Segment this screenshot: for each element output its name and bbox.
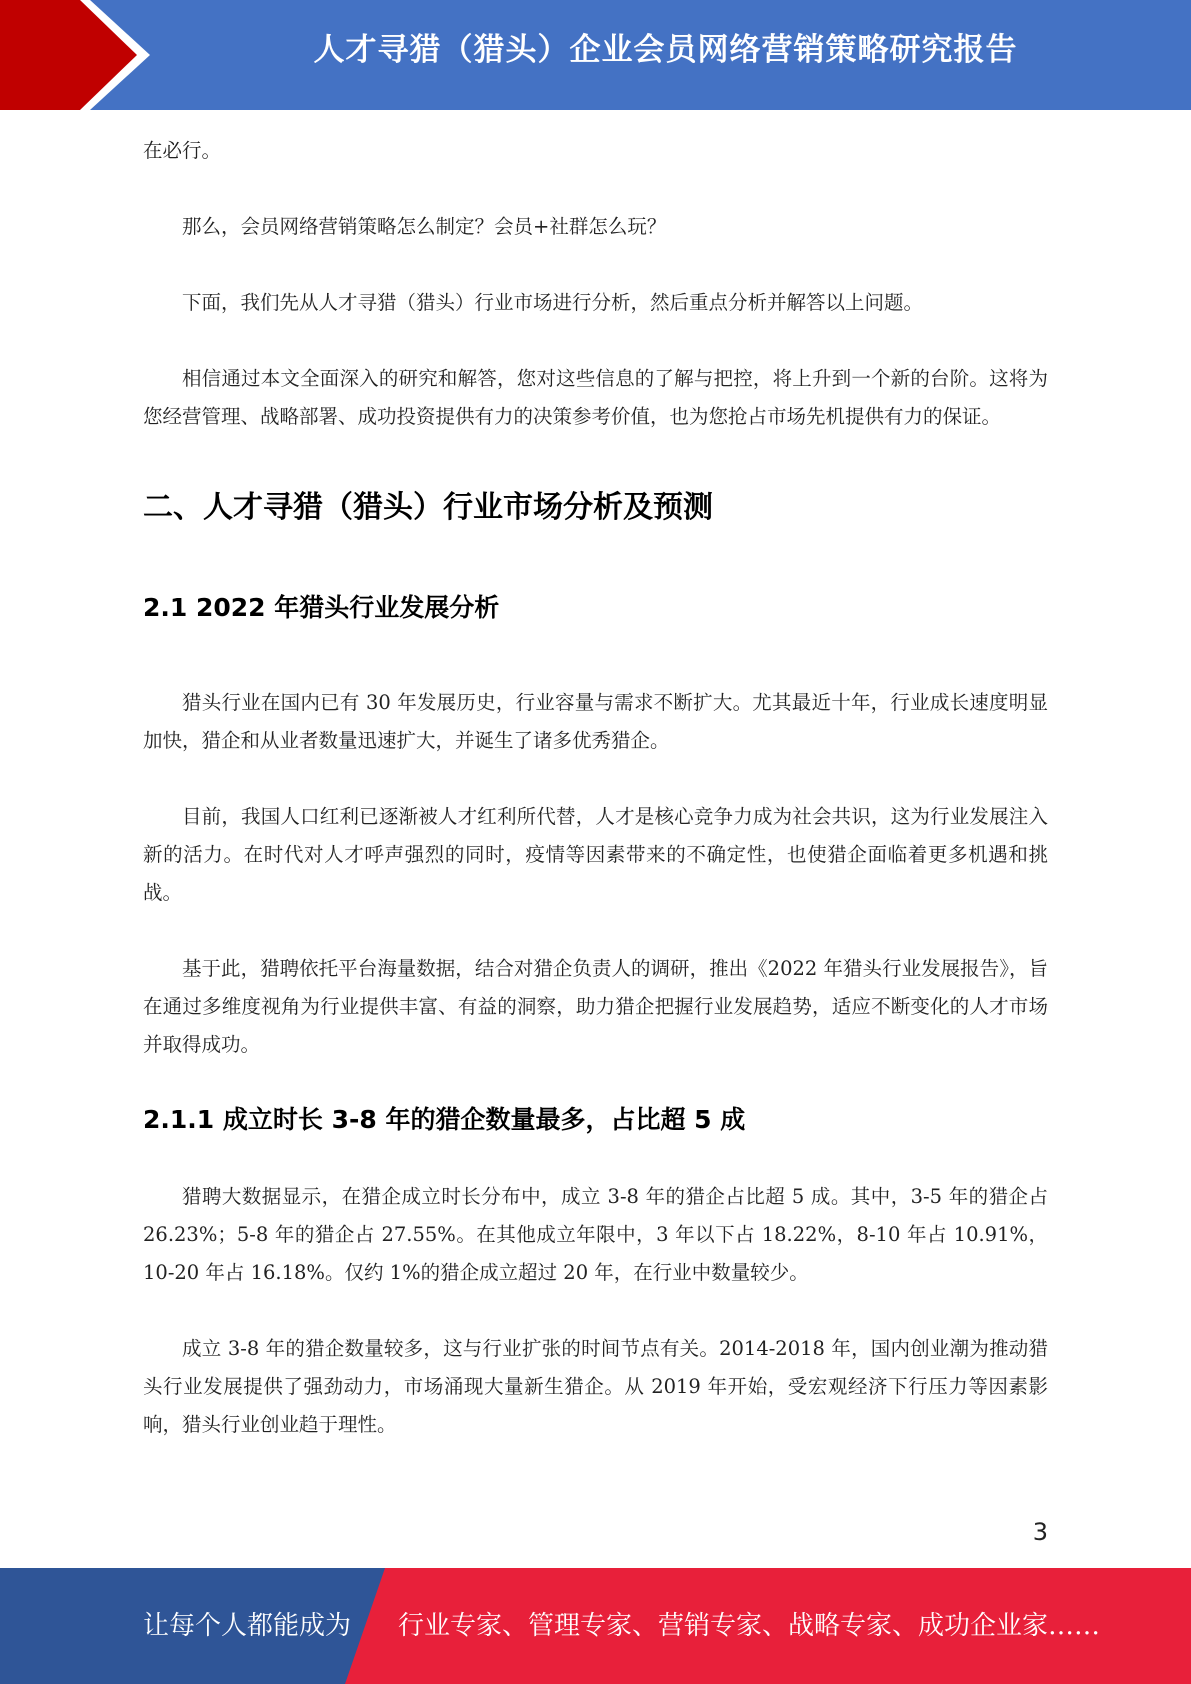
page-content [143,132,1048,1482]
paragraph: 成立 3-8 年的猎企数量较多，这与行业扩张的时间节点有关。2014-2018 年，国内创业潮为推动猎头行业发展提供了强劲动力，市场涌现大量新生猎企。从 2019 年开始，受宏观经济下行压力等因素影响，猎头行业创业趋于理性。 [143,1337,1048,1436]
section-heading: 二、人才寻猎（猎头）行业市场分析及预测 [143,490,713,525]
paragraph: 猎聘大数据显示，在猎企成立时长分布中，成立 3-8 年的猎企占比超 5 成。其中，3-5 年的猎企占 26.23%；5-8 年的猎企占 27.55%。在其他成立年限中，3 年以下占 18.22%，8-10 年占 10.91%，10-20 年占 16.18%。仅约 1%的猎企成立超过 20 年，在行业中数量较少。 [143,1185,1048,1284]
page-footer [0,1568,1191,1684]
paragraph: 目前，我国人口红利已逐渐被人才红利所代替，人才是核心竞争力成为社会共识，这为行业发展注入新的活力。在时代对人才呼声强烈的同时，疫情等因素带来的不确定性，也使猎企面临着更多机遇和挑战。 [143,805,1048,904]
paragraph: 相信通过本文全面深入的研究和解答，您对这些信息的了解与把控，将上升到一个新的台阶。这将为您经营管理、战略部署、成功投资提供有力的决策参考价值，也为您抢占市场先机提供有力的保证。 [143,367,1048,428]
page-header [0,0,1191,110]
subsubsection-heading: 2.1.1 成立时长 3-8 年的猎企数量最多，占比超 5 成 [143,1105,746,1134]
paragraph: 基于此，猎聘依托平台海量数据，结合对猎企负责人的调研，推出《2022 年猎头行业发展报告》，旨在通过多维度视角为行业提供丰富、有益的洞察，助力猎企把握行业发展趋势，适应不断变化的人才市场并取得成功。 [143,957,1048,1056]
footer-slogan-right: 行业专家、管理专家、营销专家、战略专家、成功企业家…… [398,1611,1101,1641]
subsection-heading: 2.1 2022 年猎头行业发展分析 [143,593,500,622]
paragraph: 在必行。 [143,139,222,162]
report-title: 人才寻猎（猎头）企业会员网络营销策略研究报告 [313,32,1018,68]
header-chevron-decoration [0,0,160,110]
paragraph: 下面，我们先从人才寻猎（猎头）行业市场进行分析，然后重点分析并解答以上问题。 [182,291,924,314]
paragraph: 那么，会员网络营销策略怎么制定？会员+社群怎么玩？ [182,215,667,238]
footer-slogan-left: 让每个人都能成为 [143,1611,352,1641]
page-number: 3 [1032,1518,1048,1546]
paragraph: 猎头行业在国内已有 30 年发展历史，行业容量与需求不断扩大。尤其最近十年，行业成长速度明显加快，猎企和从业者数量迅速扩大，并诞生了诸多优秀猎企。 [143,691,1048,752]
